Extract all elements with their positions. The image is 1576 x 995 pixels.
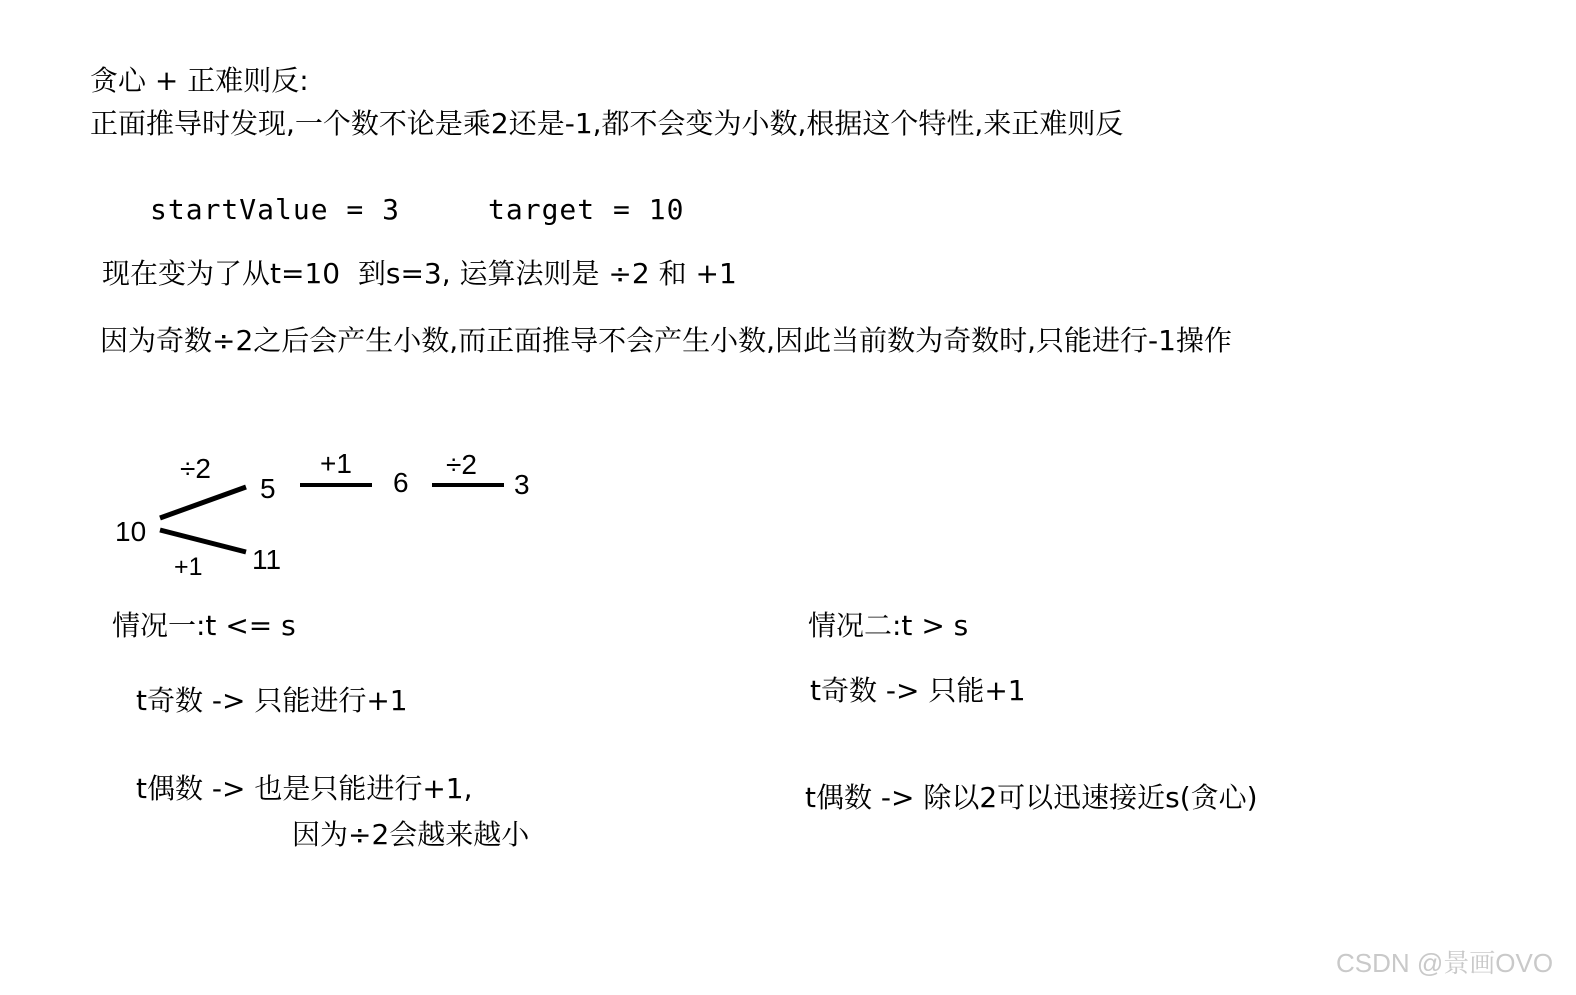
tree-last-op: ÷2 [446, 449, 477, 480]
case1-title: 情况一:t <= s [112, 609, 296, 642]
tree-root-node: 10 [115, 516, 147, 547]
tree-mid-op: +1 [320, 448, 352, 479]
branch-line-lower [160, 530, 246, 552]
start-value-label: startValue = 3 [150, 193, 401, 226]
case2-title: 情况二:t > s [808, 609, 969, 642]
csdn-watermark: CSDN @景画OVO [1336, 948, 1554, 978]
case1-even-note: 因为÷2会越来越小 [292, 818, 530, 851]
title-greedy-reverse: 贪心 + 正难则反: [90, 64, 309, 97]
tree-lower-node: 11 [252, 544, 282, 575]
case2-odd-rule: t奇数 -> 只能+1 [810, 674, 1026, 707]
tree-mid-node: 6 [393, 467, 409, 498]
case1-even-rule: t偶数 -> 也是只能进行+1, [136, 772, 473, 805]
tree-upper-op: ÷2 [180, 453, 211, 484]
tree-upper-node: 5 [260, 473, 276, 504]
target-value-label: target = 10 [488, 193, 685, 226]
odd-number-note: 因为奇数÷2之后会产生小数,而正面推导不会产生小数,因此当前数为奇数时,只能进行-1操作 [100, 324, 1232, 357]
tree-last-node: 3 [514, 469, 530, 500]
reverse-rule-line: 现在变为了从t=10 到s=3, 运算法则是 ÷2 和 +1 [102, 257, 737, 290]
tree-lower-op: +1 [174, 553, 203, 581]
intro-observation: 正面推导时发现,一个数不论是乘2还是-1,都不会变为小数,根据这个特性,来正难则反 [90, 107, 1124, 140]
case2-even-rule: t偶数 -> 除以2可以迅速接近s(贪心) [805, 781, 1258, 814]
branch-line-upper [160, 487, 246, 518]
case1-odd-rule: t奇数 -> 只能进行+1 [136, 684, 408, 717]
